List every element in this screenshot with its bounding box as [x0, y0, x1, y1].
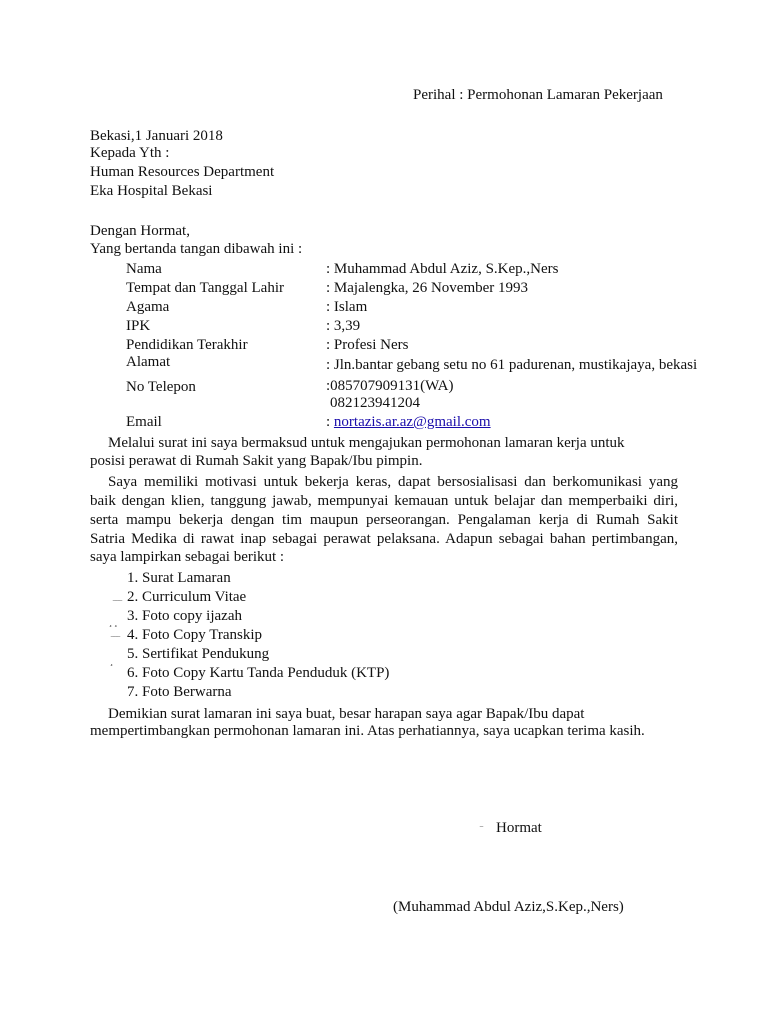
field-label-pendidikan: Pendidikan Terakhir	[126, 337, 248, 353]
salutation: Dengan Hormat,	[90, 223, 190, 239]
attachment-item: 1. Surat Lamaran	[127, 570, 231, 586]
closing-line1: Demikian surat lamaran ini saya buat, besar harapan saya agar Bapak/Ibu dapat	[108, 706, 585, 722]
field-value-nama: : Muhammad Abdul Aziz, S.Kep.,Ners	[326, 261, 559, 277]
field-label-agama: Agama	[126, 299, 170, 315]
field-value-telepon-2: 082123941204	[330, 395, 420, 411]
field-value-ipk: : 3,39	[326, 318, 361, 334]
para2-line5: saya lampirkan sebagai berikut :	[90, 549, 285, 565]
scan-mark: ¸ ¸	[109, 617, 118, 627]
recipient-department: Human Resources Department	[90, 164, 275, 180]
attachment-item: 5. Sertifikat Pendukung	[127, 646, 270, 662]
para2-line4: Satria Medika di rawat inap sebagai perawat pelaksana. Adapun sebagai bahan pertimbangan,	[90, 531, 678, 547]
field-label-email: Email	[126, 414, 162, 430]
email-prefix: :	[326, 414, 334, 430]
field-label-telepon: No Telepon	[126, 379, 196, 395]
scan-mark: ‾	[480, 826, 483, 836]
field-value-agama: : Islam	[326, 299, 368, 315]
email-link[interactable]: nortazis.ar.az@gmail.com	[333, 414, 491, 430]
attachment-item: 3. Foto copy ijazah	[127, 608, 242, 624]
attachment-item: 4. Foto Copy Transkip	[127, 627, 263, 643]
closing-line2: mempertimbangkan permohonan lamaran ini. Atas perhatiannya, saya ucapkan terima kasih.	[90, 723, 645, 739]
place-date: Bekasi,1 Januari 2018	[90, 128, 223, 144]
intro-line: Yang bertanda tangan dibawah ini :	[90, 241, 303, 257]
field-value-email	[326, 413, 491, 432]
field-label-nama: Nama	[126, 261, 162, 277]
para2-line3: serta mampu bekerja dengan tim maupun perseorangan. Pengalaman kerja di Rumah Sakit	[90, 512, 678, 528]
para2-line2: baik dengan klien, tanggung jawab, mempunyai kemauan untuk belajar dan memperbaiki diri,	[90, 493, 678, 509]
scan-mark: ‾‾‾	[111, 636, 120, 646]
para2-line1: Saya memiliki motivasi untuk bekerja keras, dapat bersosialisasi dan berkomunikasi yang	[108, 474, 678, 490]
field-value-pendidikan: : Profesi Ners	[326, 337, 409, 353]
attachment-item: 2. Curriculum Vitae	[127, 589, 247, 605]
field-value-alamat: : Jln.bantar gebang setu no 61 padurenan, mustikajaya, bekasi	[326, 357, 698, 373]
scan-mark: ¸	[110, 656, 113, 666]
field-label-alamat: Alamat	[126, 354, 171, 370]
recipient-greeting: Kepada Yth :	[90, 145, 170, 161]
field-value-ttl: : Majalengka, 26 November 1993	[326, 280, 529, 296]
field-label-ttl: Tempat dan Tanggal Lahir	[126, 280, 284, 296]
field-label-ipk: IPK	[126, 318, 151, 334]
attachment-item: 6. Foto Copy Kartu Tanda Penduduk (KTP)	[127, 665, 390, 681]
recipient-organization: Eka Hospital Bekasi	[90, 183, 213, 199]
regards: Hormat	[496, 820, 542, 836]
para1-line2: posisi perawat di Rumah Sakit yang Bapak/Ibu pimpin.	[90, 453, 423, 469]
scan-mark: ‾‾‾	[113, 600, 122, 610]
attachment-item: 7. Foto Berwarna	[127, 684, 232, 700]
para1-line1: Melalui surat ini saya bermaksud untuk mengajukan permohonan lamaran kerja untuk	[108, 435, 625, 451]
subject-line: Perihal : Permohonan Lamaran Pekerjaan	[413, 87, 663, 103]
signature-name: (Muhammad Abdul Aziz,S.Kep.,Ners)	[393, 899, 624, 915]
field-value-telepon-wa: :085707909131(WA)	[326, 378, 454, 394]
